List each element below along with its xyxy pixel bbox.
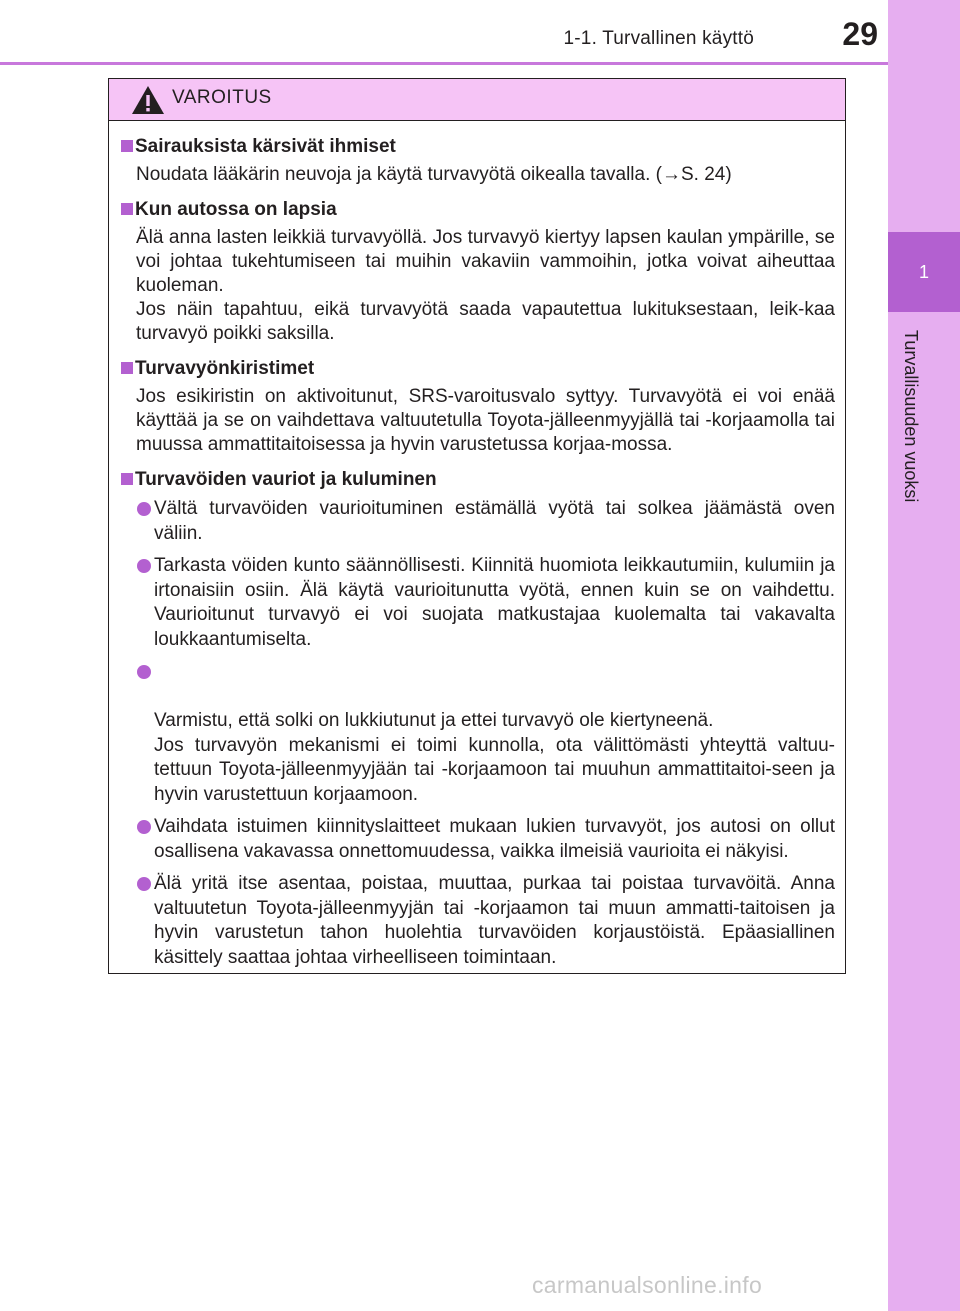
heading-text: Sairauksista kärsivät ihmiset [135, 136, 396, 157]
section-pretensioners [121, 355, 835, 457]
section-heading [121, 133, 835, 160]
heading-text: Turvavyönkiristimet [135, 358, 315, 379]
paragraph: Jos esikiristin on aktivoitunut, SRS-varoitusvalo syttyy. Turvavyötä ei voi enää käyttää ja se on vaihdettava valtuutetulla Toyota-jälleenmyyjällä tai -korjaamolla tai muussa ammattitaitoisessa ja hyvin varustetussa korjaa-mossa. [136, 386, 835, 455]
list-item [121, 660, 835, 807]
round-bullet-icon [137, 502, 151, 516]
heading-text: Kun autossa on lapsia [135, 199, 337, 220]
section-heading [121, 196, 835, 223]
list-item [121, 815, 835, 864]
paragraph: Jos näin tapahtuu, eikä turvavyötä saada vapautettua lukituksestaan, leik-kaa turvavyö poikki saksilla. [136, 299, 835, 344]
list-item-text: Tarkasta vöiden kunto säännöllisesti. Kiinnitä huomiota leikkautumiin, kulumiin ja irtonaisiin osiin. Älä käytä vaurioitunutta vyötä, ennen kuin se on vaihdettu. Vaurioitunut turvavyö ei voi suojata matkustajaa kuolemalta tai vakavalta loukkaantumiselta. [154, 555, 835, 650]
square-bullet-icon [121, 362, 133, 374]
section-heading [121, 355, 835, 382]
list-item-text: Vaihdata istuimen kiinnityslaitteet mukaan lukien turvavyöt, jos autosi on ollut osallisena vakavassa onnettomuudessa, vaikka ilmeisiä vaurioita ei näkyisi. [154, 816, 835, 862]
list-item-text: Varmistu, että solki on lukkiutunut ja ettei turvavyö ole kiertyneenä. Jos turvavyön mekanismi ei toimi kunnolla, ota välittömästi yhteyttä valtuu-tettuun Toyota-jälleenmyyjään tai -korjaamoon tai muuhun ammattitaitoi-seen ja hyvin varustettuun korjaamoon. [154, 710, 835, 805]
chapter-number: 1 [888, 232, 960, 312]
page-number: 29 [842, 16, 878, 52]
square-bullet-icon [121, 203, 133, 215]
square-bullet-icon [121, 473, 133, 485]
warning-title: VAROITUS [172, 87, 272, 108]
paragraph: Noudata lääkärin neuvoja ja käytä turvavyötä oikealla tavalla. (→S. 24) [136, 164, 732, 185]
header-divider [0, 62, 888, 65]
warning-header [109, 79, 845, 121]
section-children [121, 196, 835, 346]
round-bullet-icon [137, 665, 151, 679]
list-item [121, 554, 835, 652]
round-bullet-icon [137, 559, 151, 573]
list-item-text: Älä yritä itse asentaa, poistaa, muuttaa, purkaa tai poistaa turvavöitä. Anna valtuutetun Toyota-jälleenmyyjän tai -korjaamon tai muun ammatti-taitoisen ja hyvin varustetun tahon huolehtia turvavöiden korjaustöistä. Epäasiallinen käsittely saattaa johtaa virheelliseen toimintaan. [154, 873, 835, 968]
warning-triangle-icon [131, 85, 165, 115]
heading-text: Turvavöiden vauriot ja kuluminen [135, 469, 437, 490]
list-item [121, 872, 835, 970]
warning-box [108, 78, 846, 974]
square-bullet-icon [121, 140, 133, 152]
warning-body [109, 121, 845, 970]
section-heading [121, 466, 835, 493]
list-item-text: Vältä turvavöiden vaurioituminen estämällä vyötä tai solkea jäämästä oven väliin. [154, 498, 835, 544]
chapter-label: Turvallisuuden vuoksi [901, 330, 921, 503]
round-bullet-icon [137, 820, 151, 834]
section-illness [121, 133, 835, 187]
list-item [121, 497, 835, 546]
section-damage-wear [121, 466, 835, 970]
paragraph: Älä anna lasten leikkiä turvavyöllä. Jos turvavyö kiertyy lapsen kaulan ympärille, se voi johtaa tukehtumiseen tai muihin vakaviin vammoihin, jotka voivat aiheuttaa kuoleman. [136, 227, 835, 296]
round-bullet-icon [137, 877, 151, 891]
chapter-side-tab [888, 0, 960, 1311]
section-title: 1-1. Turvallinen käyttö [563, 28, 754, 49]
watermark: carmanualsonline.info [532, 1272, 763, 1298]
